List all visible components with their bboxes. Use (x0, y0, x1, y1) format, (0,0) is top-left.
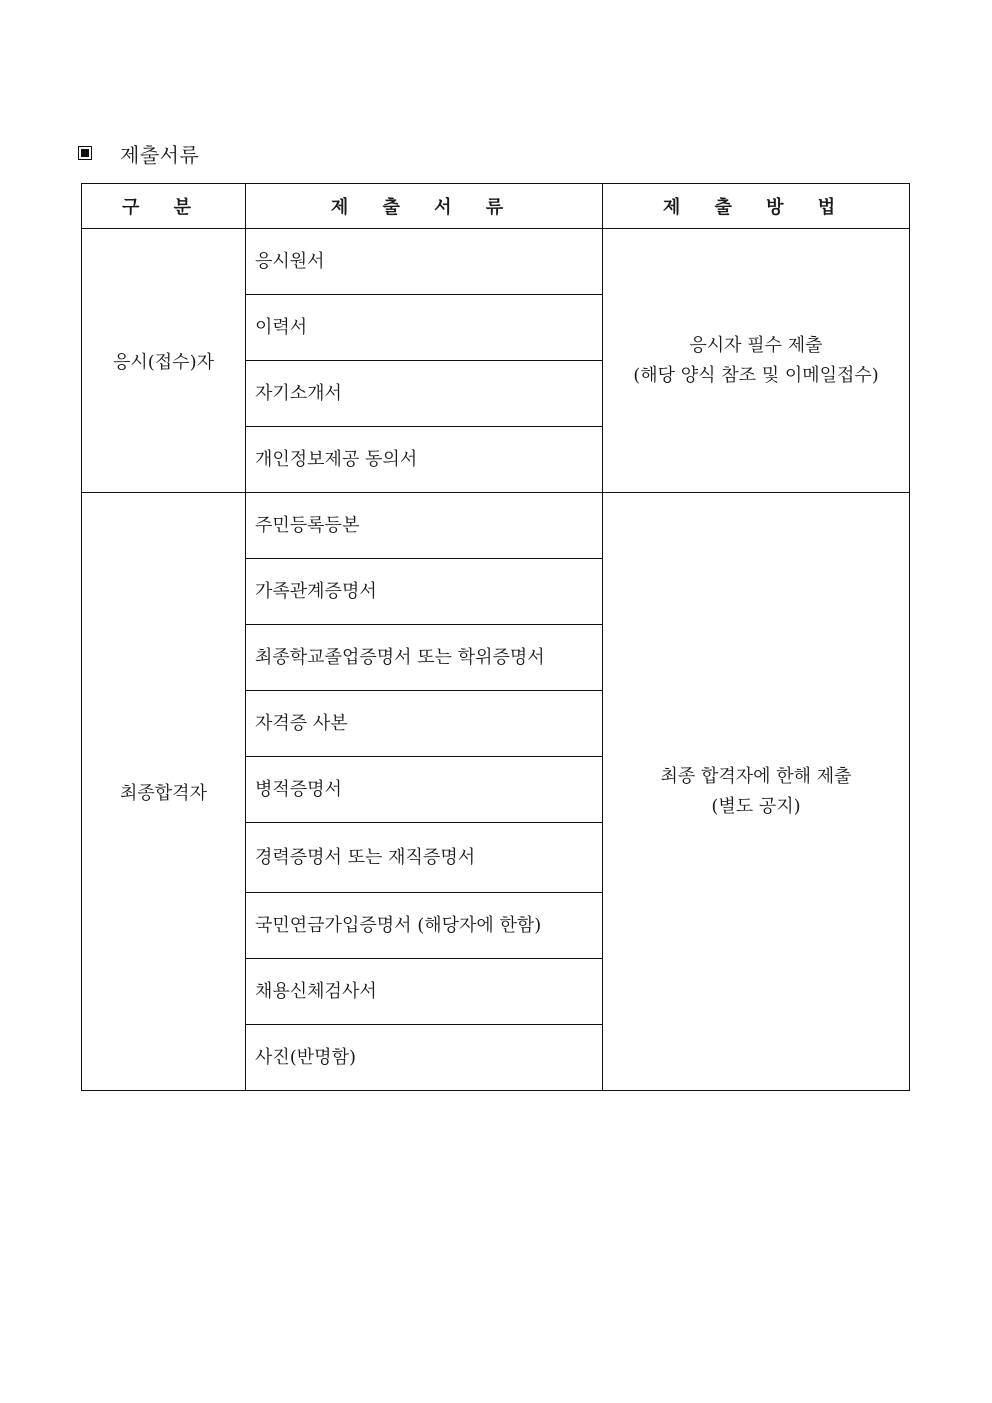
method-final-passer (603, 493, 910, 1091)
filled-square-bullet-icon (78, 146, 92, 160)
section-title: 제출서류 (120, 142, 200, 167)
document-cell: 개인정보제공 동의서 (246, 427, 603, 493)
header-category: 구 분 (82, 184, 246, 229)
documents-table (81, 183, 910, 1091)
header-row (82, 184, 910, 229)
document-cell: 병적증명서 (246, 757, 603, 823)
method-line: 최종 합격자에 한해 제출 (660, 765, 852, 787)
document-cell: 가족관계증명서 (246, 559, 603, 625)
method-applicant (603, 229, 910, 493)
section-heading (78, 140, 199, 166)
document-cell: 국민연금가입증명서 (해당자에 한함) (246, 893, 603, 959)
table-row (82, 229, 910, 295)
method-line: (별도 공지) (711, 795, 801, 817)
method-line: 응시자 필수 제출 (689, 334, 823, 356)
document-cell: 경력증명서 또는 재직증명서 (246, 823, 603, 893)
document-cell: 채용신체검사서 (246, 959, 603, 1025)
document-cell: 최종학교졸업증명서 또는 학위증명서 (246, 625, 603, 691)
document-cell: 사진(반명함) (246, 1025, 603, 1091)
document-cell: 자기소개서 (246, 361, 603, 427)
document-cell: 이력서 (246, 295, 603, 361)
header-method: 제 출 방 법 (603, 184, 910, 229)
method-line: (해당 양식 참조 및 이메일접수) (633, 364, 879, 386)
category-applicant: 응시(접수)자 (82, 229, 246, 493)
document-cell: 자격증 사본 (246, 691, 603, 757)
document-cell: 주민등록등본 (246, 493, 603, 559)
header-documents: 제 출 서 류 (246, 184, 603, 229)
document-cell: 응시원서 (246, 229, 603, 295)
category-final-passer: 최종합격자 (82, 493, 246, 1091)
table-row (82, 493, 910, 559)
